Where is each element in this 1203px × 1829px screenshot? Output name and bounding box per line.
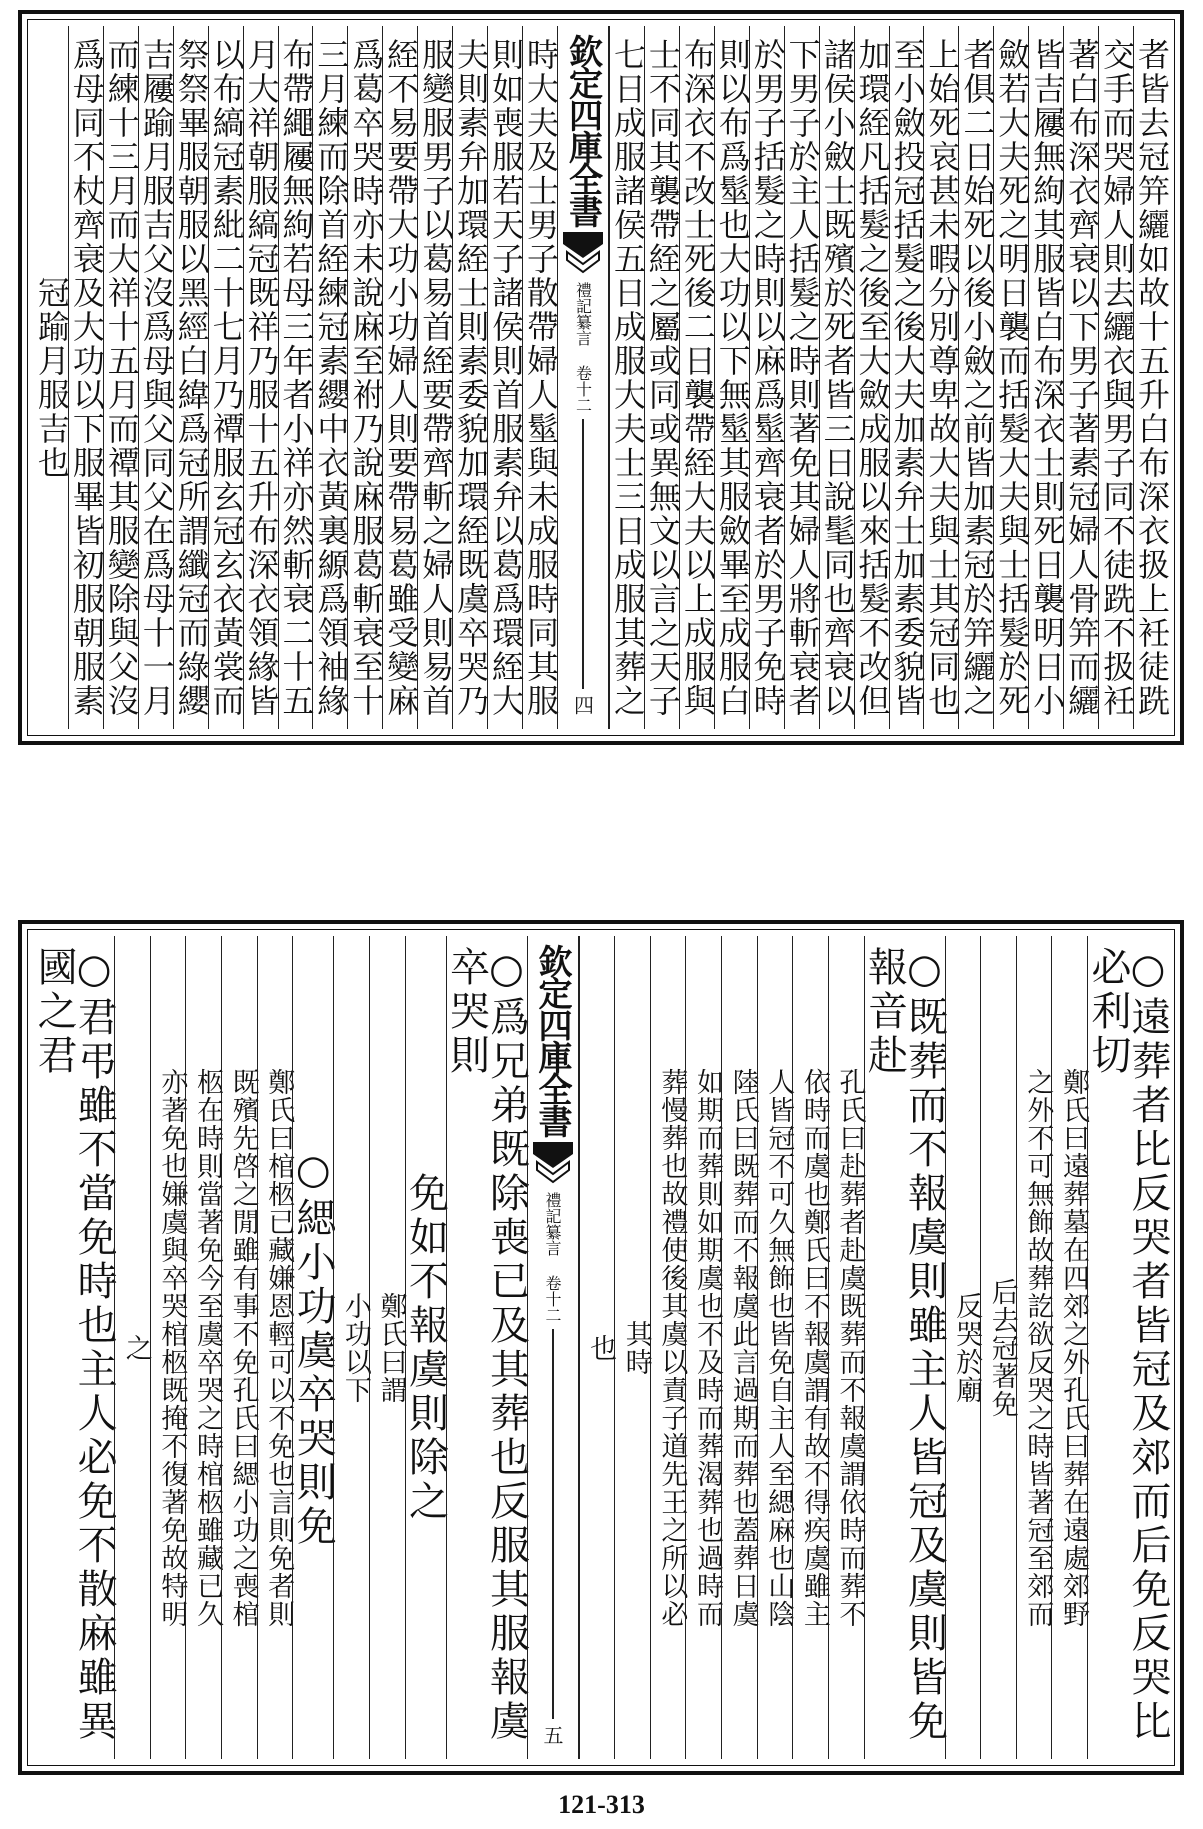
text-column: 於男子括髮之時則以麻爲髽齊衰者於男子免時 xyxy=(749,26,784,729)
text-column: 爲母同不杖齊衰及大功以下服畢皆初服朝服素 xyxy=(68,26,103,729)
text-column: ○爲兄弟既除喪已及其葬也反服其服報虞卒哭則 xyxy=(446,936,527,1759)
text-column: 爲葛卒哭時亦未說麻至祔乃說麻服葛斬衰至十 xyxy=(347,26,382,729)
bottom-page-columns xyxy=(31,936,1171,1759)
page-number: 五 xyxy=(540,1725,564,1745)
text-column: 絰不易要帶大功小功婦人則要帶易葛雖受變麻 xyxy=(382,26,417,729)
commentary-column: 陸氏曰既葬而不報虞此言過期而葬也蓋葬日虞 xyxy=(721,936,757,1759)
text-column: 則如喪服若天子諸侯則首服素弁以葛爲環絰大 xyxy=(487,26,522,729)
commentary-column: 之外不可無飾故葬訖欲反哭之時皆著冠至郊而 xyxy=(1016,936,1052,1759)
text-column: 七日成服諸侯五日成服大夫士三日成服其葬之 xyxy=(609,26,644,729)
text-column: 布帶繩屨無絇若母三年者小祥亦然斬衰二十五 xyxy=(278,26,313,729)
commentary-column: 也 xyxy=(579,936,615,1759)
commentary-column: 其時 xyxy=(614,936,650,1759)
commentary-column: 之 xyxy=(114,936,150,1759)
fish-tail-ornament-icon xyxy=(563,232,603,276)
text-column: 三月練而除首絰練冠素纓中衣黃裏縓爲領袖緣 xyxy=(312,26,347,729)
page-number: 四 xyxy=(570,695,595,715)
commentary-column: 鄭氏曰棺柩已藏嫌恩輕可以不免也言則免者則 xyxy=(257,936,293,1759)
text-column: 祭祭畢服朝服以黑經白緯爲冠所謂纖冠而綠纓 xyxy=(173,26,208,729)
top-page xyxy=(18,10,1184,745)
commentary-column: 既殯先啓之閒雖有事不免孔氏曰緦小功之喪棺 xyxy=(221,936,257,1759)
text-column: 至小斂投冠括髮之後大夫加素弁士加素委貌皆 xyxy=(889,26,924,729)
text-column: 冠踰月服吉也 xyxy=(32,275,71,480)
commentary-column: 葬慢葬也故禮使後其虞以責子道先王之所以必 xyxy=(650,936,686,1759)
commentary-column: 鄭氏曰謂 xyxy=(369,936,405,1759)
text-column: 而練十三月而大祥十五月而禫其服變除與父沒 xyxy=(103,26,138,729)
text-column: 斂若大夫死之明日襲而括髮大夫與士括髮於死 xyxy=(993,26,1028,729)
text-column: 免如不報虞則除之 xyxy=(405,936,446,1759)
commentary-column: 后去冠著免 xyxy=(980,936,1016,1759)
commentary-column: 小功以下 xyxy=(333,936,369,1759)
text-column: 者皆去冠笄纚如故十五升白布深衣扱上衽徒跣 xyxy=(1133,26,1168,729)
commentary-column: 柩在時則當著免今至虞卒哭之時棺柩雖藏已久 xyxy=(185,936,221,1759)
text-column: 夫則素弁加環絰士則素委貌加環絰既虞卒哭乃 xyxy=(452,26,487,729)
text-column: 加環絰凡括髮之後至大斂成服以來括髮不改但 xyxy=(854,26,889,729)
commentary-column: 依時而虞也鄭氏曰不報虞謂有故不得疾虞雖主 xyxy=(792,936,828,1759)
book-title: 欽定四庫全書 xyxy=(532,944,572,1136)
text-column: ○遠葬者比反哭者皆冠及郊而后免反哭比必利切 xyxy=(1087,936,1168,1759)
commentary-column: 人皆冠不可久無飾也皆免自主人至緦麻也山陰 xyxy=(757,936,793,1759)
volume-label: 禮記纂言 卷十二 xyxy=(543,1192,562,1323)
text-column: 布深衣不改士死後二日襲帶絰大夫以上成服與 xyxy=(679,26,714,729)
text-column: 服變服男子以葛易首絰要帶齊斬之婦人則易首 xyxy=(417,26,452,729)
text-column: 諸侯小斂士既殯於死者皆三日說髦同也齊衰以 xyxy=(819,26,854,729)
commentary-column: 鄭氏曰遠葬墓在四郊之外孔氏曰葬在遠處郊野 xyxy=(1051,936,1087,1759)
text-column: ○君弔雖不當免時也主人必免不散麻雖異國之君 xyxy=(31,946,118,1744)
text-column: 時大夫及士男子散帶婦人髽與未成服時同其服 xyxy=(522,26,557,729)
text-column: 以布縞冠素紕二十七月乃禫服玄冠玄衣黃裳而 xyxy=(208,26,243,729)
commentary-column: 如期而葬則如期虞也不及時而葬渴葬也過時而 xyxy=(685,936,721,1759)
bottom-page xyxy=(18,920,1184,1775)
page-label: 121-313 xyxy=(558,1790,645,1819)
fish-tail-ornament-icon xyxy=(533,1142,573,1186)
commentary-column: 孔氏曰赴葬者赴虞既葬而不報虞謂依時而葬不 xyxy=(828,936,864,1759)
text-column: 則以布爲髽也大功以下無髽其服斂畢至成服白 xyxy=(714,26,749,729)
text-column: 月大祥朝服縞冠既祥乃服十五升布深衣領緣皆 xyxy=(243,26,278,729)
volume-label: 禮記纂言 卷十二 xyxy=(573,282,593,413)
text-column: 者俱二日始死以後小斂之前皆加素冠於笄纚之 xyxy=(958,26,993,729)
commentary-column: 反哭於廟 xyxy=(945,936,981,1759)
text-column: 下男子於主人括髮之時則著免其婦人將斬衰者 xyxy=(784,26,819,729)
text-column: 交手而哭婦人則去纚衣與男子同不徒跣不扱衽 xyxy=(1098,26,1133,729)
book-title: 欽定四庫全書 xyxy=(562,34,603,226)
page-gutter xyxy=(557,26,609,729)
top-page-columns xyxy=(32,26,1171,729)
commentary-column: 亦著免也嫌虞與卒哭棺柩既掩不復著免故特明 xyxy=(150,936,186,1759)
text-column: 士不同其襲帶絰之屬或同或異無文以言之天子 xyxy=(644,26,679,729)
page-gutter xyxy=(527,936,579,1759)
text-column: 皆吉屨無絇其服皆白布深衣士則死日襲明日小 xyxy=(1028,26,1063,729)
text-column: 上始死哀甚未暇分別尊卑故大夫與士其冠同也 xyxy=(923,26,958,729)
text-column: 吉屨踰月服吉父沒爲母與父同父在爲母十一月 xyxy=(138,26,173,729)
gutter-rule xyxy=(582,419,584,689)
gutter-rule xyxy=(552,1329,554,1719)
text-column: ○緦小功虞卒哭則免 xyxy=(292,936,333,1759)
text-column: 著白布深衣齊衰以下男子著素冠婦人骨笄而纚 xyxy=(1063,26,1098,729)
text-column: ○既葬而不報虞則雖主人皆冠及虞則皆免報音赴 xyxy=(864,936,945,1759)
